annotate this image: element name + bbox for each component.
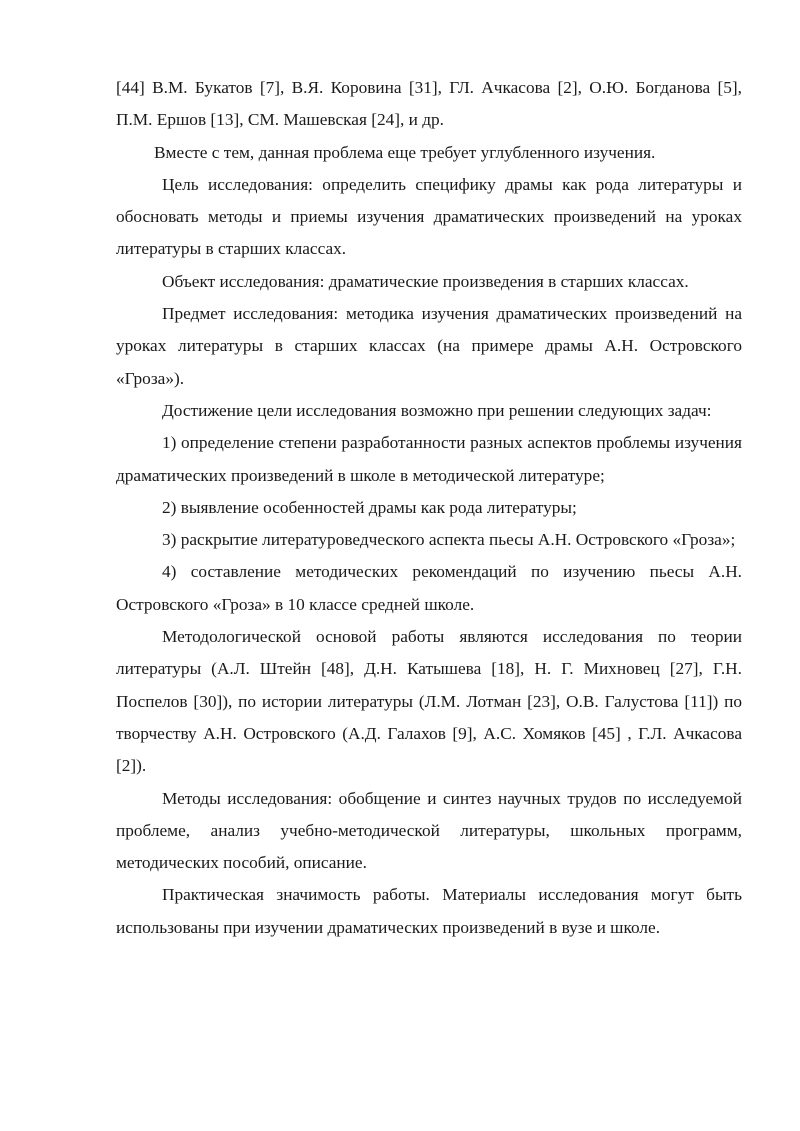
paragraph-task-1: 1) определение степени разработанности разных аспектов проблемы изучения драматических произведений в школе в методической литературе;: [116, 433, 742, 485]
paragraph-task-4: 4) составление методических рекомендаций по изучению пьесы А.Н. Островского «Гроза» в 10 классе средней школе.: [116, 562, 742, 614]
paragraph-tasks-intro: Достижение цели исследования возможно при решении следующих задач:: [162, 400, 712, 420]
paragraph-research-object: Объект исследования: драматические произведения в старших классах.: [162, 271, 689, 291]
paragraph-references: [44] В.М. Букатов [7], В.Я. Коровина [31], ГЛ. Ачкасова [2], О.Ю. Богданова [5], П.М. Ершов [13], СМ. Машевская [24], и др.: [116, 78, 742, 130]
paragraph-task-3: 3) раскрытие литературоведческого аспекта пьесы А.Н. Островского «Гроза»;: [162, 530, 736, 550]
paragraph-research-subject: Предмет исследования: методика изучения драматических произведений на уроках литературы в старших классах (на примере драмы А.Н. Островского «Гроза»).: [116, 304, 742, 388]
paragraph-methodology: Методологической основой работы являются исследования по теории литературы (А.Л. Штейн [48], Д.Н. Катышева [18], Н. Г. Михновец [27], Г.Н. Поспелов [30]), по истории литературы (Л.М. Лотман [23], О.В. Галустова [11]) по творчеству А.Н. Островского (А.Д. Галахов [9], А.С. Хомяков [45] , Г.Л. Ачкасова [2]).: [116, 627, 742, 776]
paragraph-research-goal: Цель исследования: определить специфику драмы как рода литературы и обосновать методы и приемы изучения драматических произведений на уроках литературы в старших классах.: [116, 174, 742, 259]
document-body: [116, 72, 742, 944]
paragraph-task-2: 2) выявление особенностей драмы как рода литературы;: [162, 497, 577, 517]
paragraph-methods: Методы исследования: обобщение и синтез научных трудов по исследуемой проблеме, анализ учебно-методической литературы, школьных программ, методических пособий, описание.: [116, 788, 742, 873]
paragraph-problem-note: Вместе с тем, данная проблема еще требует углубленного изучения.: [154, 142, 656, 162]
paragraph-practical-significance: Практическая значимость работы. Материалы исследования могут быть использованы при изучении драматических произведений в вузе и школе.: [116, 885, 742, 937]
